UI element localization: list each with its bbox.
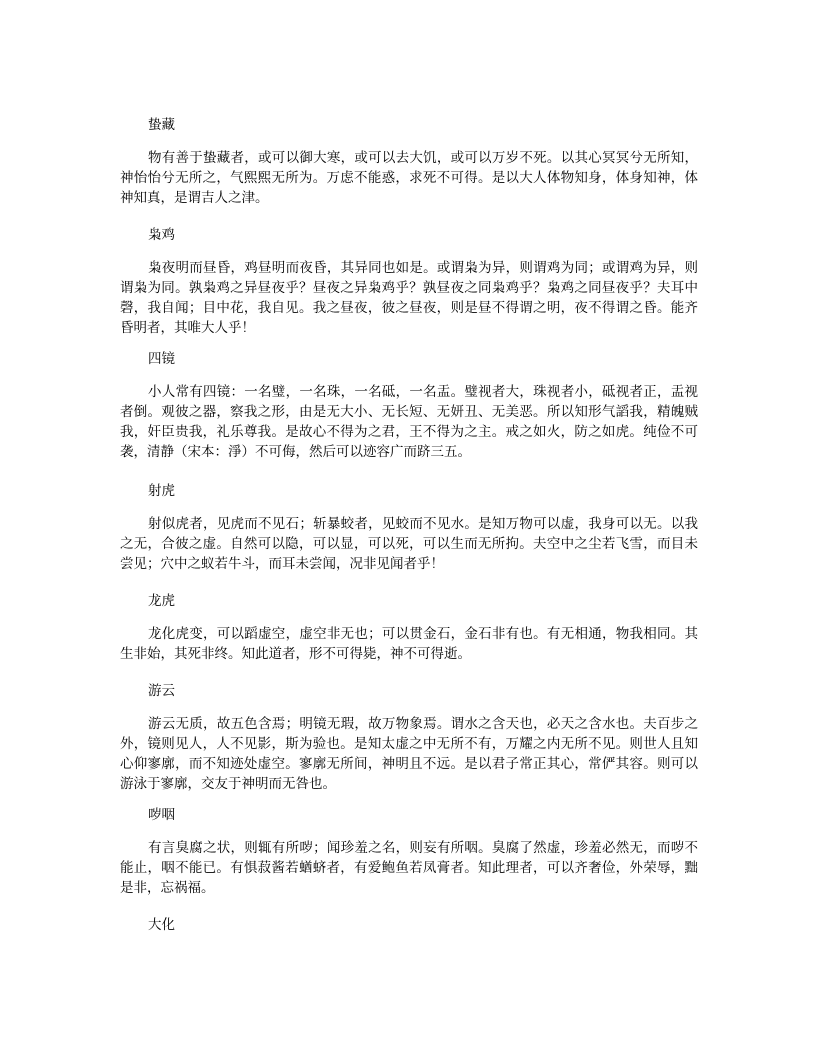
section-title: 射虎: [148, 483, 175, 499]
section-paragraph: 小人常有四镜：一名璧，一名珠，一名砥，一名盂。璧视者大，珠视者小，砥视者正，盂视者倒。观彼之器，察我之形，由是无大小、无长短、无妍丑、无美恶。所以知形气謟我，精魄贼我，奸臣贵我，礼乐尊我。是故心不得为之君，王不得为之主。戒之如火，防之如虎。纯俭不可袭，清静（宋本：淨）不可侮，然后可以迹容广而跻三五。: [120, 384, 698, 460]
section-paragraph: 射似虎者，见虎而不见石；斩暴蛟者，见蛟而不见水。是知万物可以虚，我身可以无。以我之无，合彼之虚。自然可以隐，可以显，可以死，可以生而无所拘。夫空中之尘若飞雪，而目未尝见；穴中之蚁若牛斗，而耳未尝闻，况非见闻者乎！: [120, 516, 698, 572]
section-paragraph: 枭夜明而昼昏，鸡昼明而夜昏，其异同也如是。或谓枭为异，则谓鸡为同；或谓鸡为异，则谓枭为同。孰枭鸡之异昼夜乎？昼夜之异枭鸡乎？孰昼夜之同枭鸡乎？枭鸡之同昼夜乎？夫耳中磬，我自闻；目中花，我自见。我之昼夜，彼之昼夜，则是昼不得谓之明，夜不得谓之昏。能齐昏明者，其唯大人乎！: [120, 260, 698, 336]
section-title: 四镜: [148, 351, 175, 367]
section-paragraph: 物有善于蛰藏者，或可以御大寒，或可以去大饥，或可以万岁不死。以其心冥冥兮无所知，神怡怡兮无所之，气熙熙无所为。万虑不能惑，求死不可得。是以大人体物知身，体身知神，体神知真，是谓吉人之津。: [120, 150, 698, 206]
section-title: 蛰藏: [148, 117, 175, 133]
section-paragraph: 有言臭腐之状，则辄有所哕；闻珍羞之名，则妄有所咽。臭腐了然虚，珍羞必然无，而哕不能止，咽不能已。有惧菽酱若蝤蛴者，有爱鲍鱼若凤膏者。知此理者，可以齐奢俭，外荣辱，黜是非，忘祸福。: [120, 840, 698, 896]
section-title: 枭鸡: [148, 227, 175, 243]
section-paragraph: 龙化虎变，可以蹈虚空，虚空非无也；可以贯金石，金石非有也。有无相通，物我相同。其生非始，其死非终。知此道者，形不可得毙，神不可得逝。: [120, 626, 698, 662]
section-paragraph: 游云无质，故五色含焉；明镜无瑕，故万物象焉。谓水之含天也，必天之含水也。夫百步之外，镜则见人，人不见影，斯为验也。是知太虚之中无所不有，万耀之内无所不见。则世人且知心仰寥廓，而不知迹处虚空。寥廓无所间，神明且不远。是以君子常正其心，常俨其容。则可以游泳于寥廓，交友于神明而无咎也。: [120, 716, 698, 792]
section-title: 龙虎: [148, 593, 175, 609]
section-title: 游云: [148, 683, 175, 699]
section-title: 大化: [148, 917, 175, 933]
section-title: 哕咽: [148, 807, 175, 823]
